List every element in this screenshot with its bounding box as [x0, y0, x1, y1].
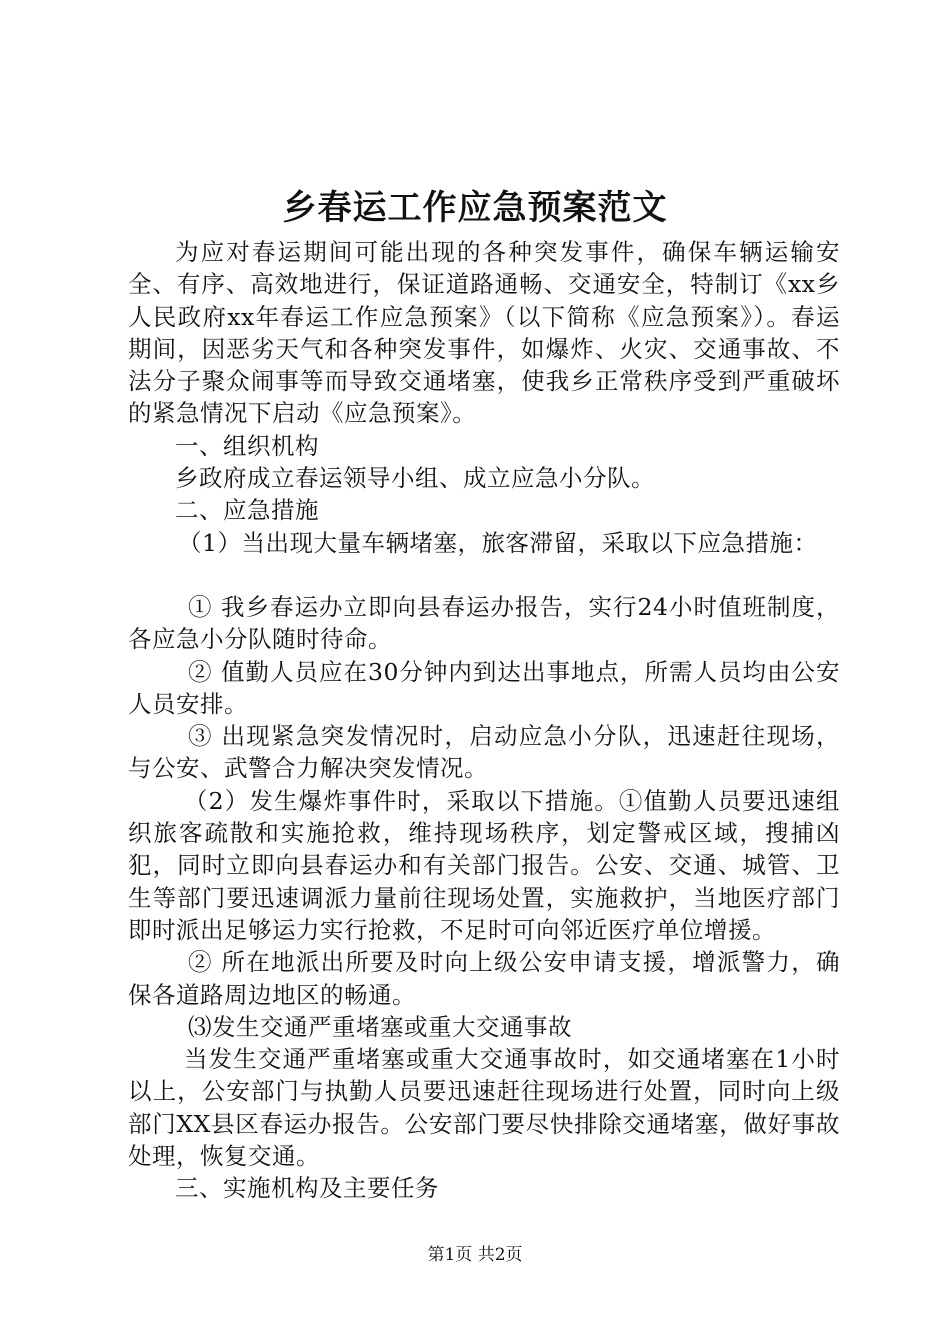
- intro-paragraph: 为应对春运期间可能出现的各种突发事件，确保车辆运输安全、有序、高效地进行，保证道路通畅、交通安全，特制订《xx乡人民政府xx年春运工作应急预案》（以下简称《应急预案》）。春运期间，因恶劣天气和各种突发事件，如爆炸、火灾、交通事故、不法分子聚众闹事等而导致交通堵塞，使我乡正常秩序受到严重破坏的紧急情况下启动《应急预案》。: [128, 238, 840, 428]
- list-item: ② 值勤人员应在30分钟内到达出事地点，所需人员均由公安人员安排。: [128, 657, 840, 718]
- blank-line: [128, 559, 840, 591]
- section-heading-1: 一、组织机构: [175, 431, 319, 460]
- section-heading-3: 三、实施机构及主要任务: [175, 1174, 439, 1203]
- subsection-2: （2）发生爆炸事件时，采取以下措施。①值勤人员要迅速组织旅客疏散和实施抢救，维持现场秩序，划定警戒区域，搜捕凶犯，同时立即向县春运办和有关部门报告。公安、交通、城管、卫生等部门要迅速调派力量前往现场处置，实施救护，当地医疗部门即时派出足够运力实行抢救，不足时可向邻近医疗单位增援。: [128, 786, 840, 944]
- subsection-1: （1）当出现大量车辆堵塞，旅客滞留，采取以下应急措施：: [178, 528, 818, 557]
- document-body: [128, 236, 840, 1205]
- paragraph-organization: 乡政府成立春运领导小组、成立应急小分队。: [175, 464, 655, 493]
- section-heading-2: 二、应急措施: [175, 496, 319, 525]
- paragraph-traffic: 当发生交通严重堵塞或重大交通事故时，如交通堵塞在1小时以上，公安部门与执勤人员要迅速赶往现场进行处置，同时向上级部门XX县区春运办报告。公安部门要尽快排除交通堵塞，做好事故处理，恢复交通。: [128, 1045, 840, 1171]
- page-footer: 第1页 共2页: [427, 1245, 523, 1265]
- document-title: 乡春运工作应急预案范文: [282, 188, 668, 228]
- subsection-3: ⑶发生交通严重堵塞或重大交通事故: [188, 1012, 572, 1041]
- list-item: ① 我乡春运办立即向县春运办报告，实行24小时值班制度，各应急小分队随时待命。: [128, 592, 840, 654]
- list-item: ② 所在地派出所要及时向上级公安申请支援，增派警力，确保各道路周边地区的畅通。: [128, 948, 840, 1009]
- list-item: ③ 出现紧急突发情况时，启动应急小分队，迅速赶往现场，与公安、武警合力解决突发情况。: [128, 722, 840, 783]
